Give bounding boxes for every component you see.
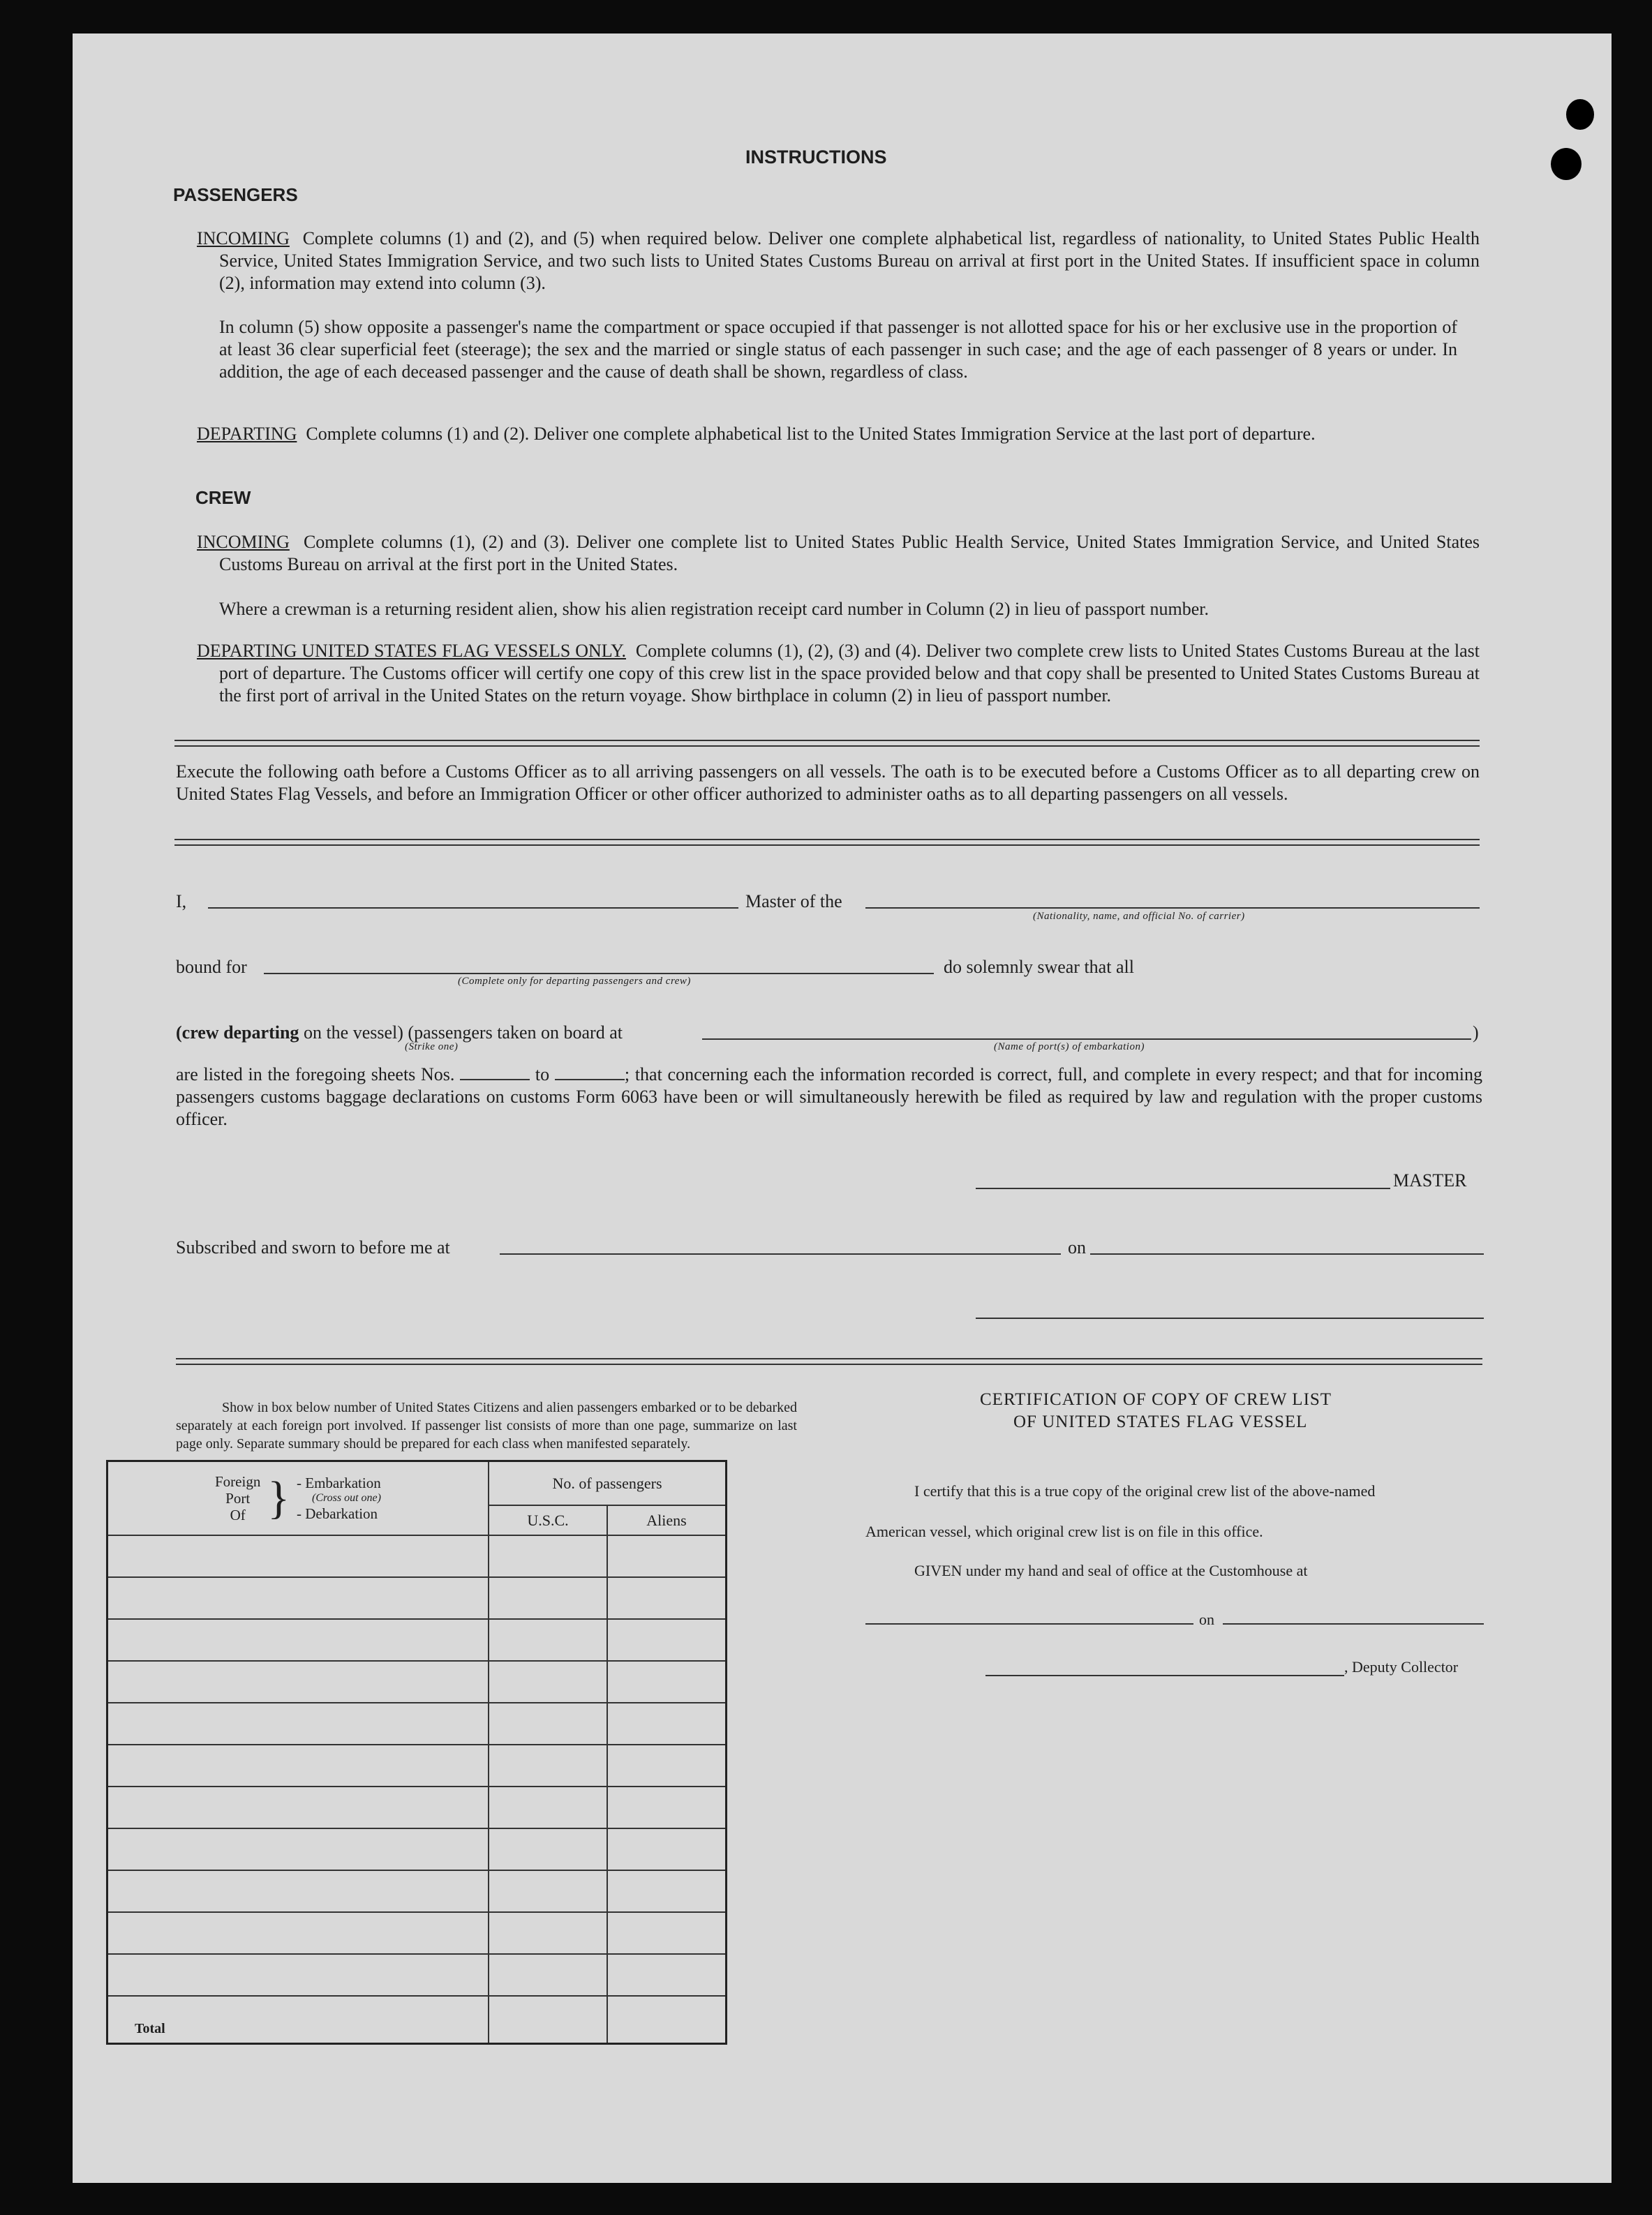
port-cell[interactable]: [107, 1619, 489, 1661]
carrier-caption: (Nationality, name, and official No. of carrier): [1033, 911, 1245, 922]
table-row: [107, 1535, 727, 1577]
total-usc-cell[interactable]: [489, 1996, 607, 2044]
foreign-label: Foreign: [215, 1473, 261, 1490]
table-row: [107, 1828, 727, 1870]
aliens-cell[interactable]: [607, 1577, 727, 1619]
deputy-collector-label: , Deputy Collector: [1344, 1658, 1459, 1676]
aliens-cell[interactable]: [607, 1954, 727, 1996]
certification-text-1: I certify that this is a true copy of the original crew list of the above-named: [914, 1482, 1376, 1500]
debarkation-label: - Debarkation: [297, 1505, 378, 1522]
passenger-summary-table: [106, 1460, 727, 2045]
sheet-to-blank[interactable]: [555, 1079, 625, 1080]
aliens-cell[interactable]: [607, 1745, 727, 1787]
port-cell[interactable]: [107, 1577, 489, 1619]
certification-title-2: OF UNITED STATES FLAG VESSEL: [1013, 1412, 1308, 1431]
oath-subscribed: Subscribed and sworn to before me at: [176, 1237, 450, 1258]
passengers-incoming-label: INCOMING: [197, 228, 290, 248]
usc-cell[interactable]: [489, 1870, 607, 1912]
aliens-header: Aliens: [607, 1505, 727, 1535]
strike-caption: (Strike one): [405, 1041, 459, 1052]
passengers-departing-section: [197, 423, 1480, 445]
oath-crew-departing: [176, 1022, 623, 1044]
crew-incoming-text: Complete columns (1), (2) and (3). Deliver one complete list to United States Public Health Service, United States Immigration Service, and United States Customs Bureau on arrival at the first port in the United States.: [219, 532, 1480, 574]
oath-listed-b: ; that concerning each the information recorded is correct, full, and complete in every respect; and that for incoming passengers customs baggage declarations on customs Form 6063 have been or will simultaneously herewith be filed as required by law and regulation with the proper customs officer.: [176, 1064, 1483, 1129]
divider-double-1: [174, 740, 1480, 747]
foreign-port-header: [107, 1461, 489, 1536]
divider-double-2: [174, 839, 1480, 846]
oath-crew-departing-text: (crew departing: [176, 1022, 299, 1043]
deputy-signature-line[interactable]: [985, 1675, 1344, 1676]
certification-on: on: [1199, 1611, 1214, 1628]
brace-icon: }: [267, 1472, 290, 1523]
crew-heading: CREW: [195, 487, 251, 508]
oath-intro: Execute the following oath before a Customs Officer as to all arriving passengers on all vessels. The oath is to be executed before a Customs Officer as to all departing crew on United States Flag Vessels, and before an Immigration Officer or other officer authorized to administer oaths as to all departing passengers on all vessels.: [176, 761, 1480, 804]
table-row: [107, 1745, 727, 1787]
usc-cell[interactable]: [489, 1954, 607, 1996]
certification-date-line[interactable]: [1223, 1623, 1484, 1625]
divider-double-3: [176, 1358, 1482, 1365]
oath-passengers-taken: (passengers taken on board at: [408, 1022, 623, 1043]
passengers-incoming-text: Complete columns (1) and (2), and (5) when required below. Deliver one complete alphabetical list, regardless of nationality, to United States Public Health Service, United States Immigration Service, and two such lists to United States Customs Bureau on arrival at first port in the United States. If insufficient space in column (2), information may extend into column (3).: [219, 228, 1480, 293]
usc-cell[interactable]: [489, 1619, 607, 1661]
customhouse-line[interactable]: [865, 1623, 1193, 1625]
table-row: [107, 1787, 727, 1828]
punch-hole-bottom: [1551, 148, 1582, 180]
oath-master-of-the: Master of the: [745, 891, 842, 911]
crew-departing-section: [197, 640, 1480, 707]
port-cell[interactable]: [107, 1787, 489, 1828]
crew-incoming-section: [197, 531, 1480, 576]
officer-signature-line[interactable]: [976, 1318, 1484, 1319]
master-signature-line[interactable]: [976, 1188, 1390, 1189]
aliens-cell[interactable]: [607, 1828, 727, 1870]
instructions-title: INSTRUCTIONS: [745, 147, 887, 167]
crew-incoming-label: INCOMING: [197, 532, 290, 552]
passengers-column5-text: In column (5) show opposite a passenger's name the compartment or space occupied if that passenger is not allotted space for his or her exclusive use in the proportion of at least 36 clear superficial feet (steerage); the sex and the married or single status of each passenger in such case; and the age of each passenger of 8 years or under. In addition, the age of each deceased passenger and the cause of death shall be shown, regardless of class.: [219, 317, 1457, 382]
aliens-cell[interactable]: [607, 1703, 727, 1745]
port-cell[interactable]: [107, 1912, 489, 1954]
embarkation-port-line[interactable]: [702, 1038, 1471, 1040]
total-aliens-cell[interactable]: [607, 1996, 727, 2044]
usc-cell[interactable]: [489, 1577, 607, 1619]
aliens-cell[interactable]: [607, 1870, 727, 1912]
subscribed-date-line[interactable]: [1090, 1253, 1484, 1255]
usc-cell[interactable]: [489, 1787, 607, 1828]
port-cell[interactable]: [107, 1828, 489, 1870]
oath-listed-a: are listed in the foregoing sheets Nos.: [176, 1064, 455, 1084]
no-passengers-header: No. of passengers: [489, 1461, 727, 1506]
cross-out-caption: (Cross out one): [312, 1492, 381, 1504]
port-cell[interactable]: [107, 1535, 489, 1577]
oath-bound-for: bound for: [176, 957, 247, 977]
certification-given: GIVEN under my hand and seal of office at the Customhouse at: [914, 1562, 1308, 1579]
bound-for-line[interactable]: [264, 973, 934, 974]
usc-cell[interactable]: [489, 1912, 607, 1954]
oath-i-label: I,: [176, 891, 187, 911]
summary-header-row: [107, 1461, 727, 1506]
oath-listed-to: to: [535, 1064, 550, 1084]
oath-on-vessel: on the vessel): [303, 1022, 403, 1043]
certification-text-2: American vessel, which original crew list is on file in this office.: [865, 1523, 1263, 1540]
punch-hole-top: [1566, 99, 1594, 130]
usc-cell[interactable]: [489, 1661, 607, 1703]
table-row: [107, 1703, 727, 1745]
crew-departing-label: DEPARTING UNITED STATES FLAG VESSELS ONLY.: [197, 641, 627, 661]
usc-cell[interactable]: [489, 1535, 607, 1577]
table-row: [107, 1577, 727, 1619]
port-cell[interactable]: [107, 1703, 489, 1745]
usc-cell[interactable]: [489, 1828, 607, 1870]
port-cell[interactable]: [107, 1661, 489, 1703]
table-row: [107, 1619, 727, 1661]
table-row: [107, 1954, 727, 1996]
table-row: [107, 1912, 727, 1954]
summary-instructions: Show in box below number of United States Citizens and alien passengers embarked or to be debarked separately at each foreign port involved. If passenger list consists of more than one page, summarize on last page only. Separate summary should be prepared for each class when manifested separately.: [176, 1400, 797, 1452]
aliens-cell[interactable]: [607, 1661, 727, 1703]
certification-title-1: CERTIFICATION OF COPY OF CREW LIST: [980, 1390, 1332, 1409]
embarkation-label: - Embarkation: [297, 1475, 381, 1491]
oath-listed-paragraph: [176, 1064, 1482, 1131]
table-row: [107, 1661, 727, 1703]
usc-cell[interactable]: [489, 1745, 607, 1787]
master-name-line[interactable]: [208, 907, 738, 909]
port-cell[interactable]: [107, 1745, 489, 1787]
crew-departing-text: Complete columns (1), (2), (3) and (4). Deliver two complete crew lists to United States Customs Bureau at the last port of departure. The Customs officer will certify one copy of this crew list in the space provided below and that copy shall be presented to United States Customs Bureau at the first port of arrival in the United States on the return voyage. Show birthplace in column (2) in lieu of passport number.: [219, 641, 1480, 706]
crew-resident-alien-text: Where a crewman is a returning resident alien, show his alien registration receipt card number in Column (2) in lieu of passport number.: [219, 599, 1210, 619]
total-label: Total: [135, 2021, 165, 2036]
passengers-incoming-section: [197, 228, 1480, 294]
passengers-departing-text: Complete columns (1) and (2). Deliver one complete alphabetical list to the United States Immigration Service at the last port of departure.: [306, 424, 1316, 444]
port-cell[interactable]: [107, 1870, 489, 1912]
aliens-cell[interactable]: [607, 1619, 727, 1661]
aliens-cell[interactable]: [607, 1787, 727, 1828]
oath-close-paren: ): [1473, 1022, 1479, 1043]
usc-cell[interactable]: [489, 1703, 607, 1745]
aliens-cell[interactable]: [607, 1535, 727, 1577]
oath-on: on: [1068, 1237, 1086, 1258]
table-row: [107, 1870, 727, 1912]
passengers-heading: PASSENGERS: [173, 184, 298, 205]
oath-swear: do solemnly swear that all: [944, 957, 1134, 977]
subscribed-place-line[interactable]: [500, 1253, 1061, 1255]
aliens-cell[interactable]: [607, 1912, 727, 1954]
of-label: Of: [230, 1507, 246, 1523]
passengers-departing-label: DEPARTING: [197, 424, 297, 444]
usc-header: U.S.C.: [489, 1505, 607, 1535]
port-label: Port: [225, 1490, 251, 1507]
port-caption: (Name of port(s) of embarkation): [994, 1041, 1145, 1052]
master-label: MASTER: [1393, 1170, 1467, 1191]
carrier-line[interactable]: [865, 907, 1480, 909]
total-label-cell: [107, 1996, 489, 2044]
sheet-from-blank[interactable]: [460, 1079, 530, 1080]
total-row: [107, 1996, 727, 2044]
port-cell[interactable]: [107, 1954, 489, 1996]
bound-caption: (Complete only for departing passengers and crew): [458, 976, 691, 987]
